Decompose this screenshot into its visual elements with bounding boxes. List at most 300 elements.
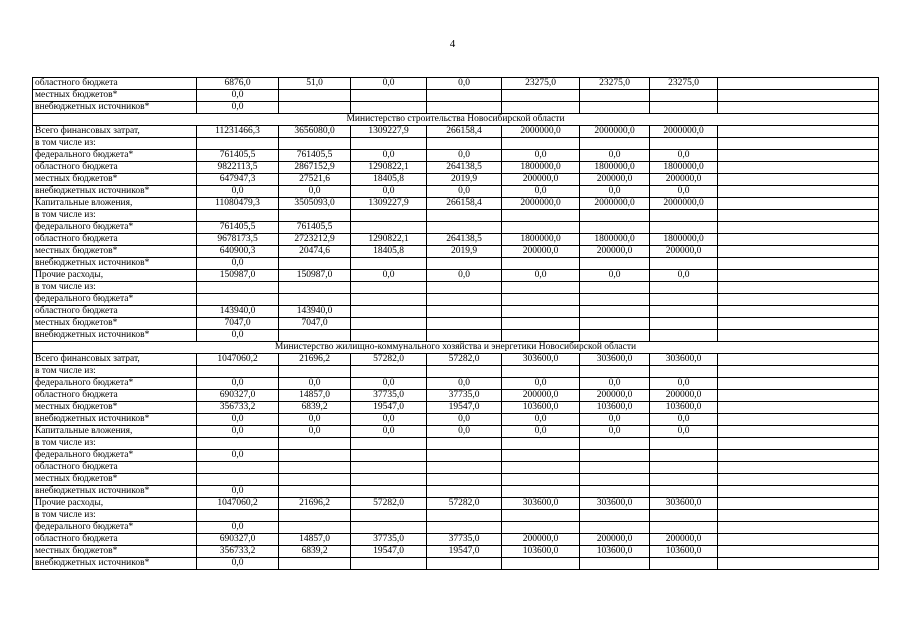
section-title: Министерство жилищно-коммунального хозяйства и энергетики Новосибирской области (33, 342, 879, 354)
value-cell: 103600,0 (502, 402, 580, 414)
value-cell (351, 486, 427, 498)
value-cell (580, 474, 650, 486)
value-cell: 2867152,9 (279, 162, 351, 174)
table-row (33, 522, 879, 534)
value-cell: 0,0 (279, 414, 351, 426)
value-cell (279, 90, 351, 102)
value-cell: 200000,0 (580, 534, 650, 546)
value-cell (279, 474, 351, 486)
table-row (33, 186, 879, 198)
row-label: Всего финансовых затрат, (33, 354, 197, 366)
value-cell (580, 486, 650, 498)
value-cell (718, 414, 879, 426)
value-cell (718, 522, 879, 534)
page-number: 4 (449, 38, 456, 50)
row-label: Прочие расходы, (33, 498, 197, 510)
value-cell: 23275,0 (580, 78, 650, 90)
value-cell (351, 306, 427, 318)
value-cell: 0,0 (197, 486, 279, 498)
table-row (33, 486, 879, 498)
value-cell: 1290822,1 (351, 234, 427, 246)
value-cell (279, 486, 351, 498)
value-cell (650, 318, 718, 330)
value-cell (718, 510, 879, 522)
value-cell: 0,0 (197, 450, 279, 462)
value-cell: 0,0 (279, 378, 351, 390)
value-cell (718, 318, 879, 330)
value-cell (197, 294, 279, 306)
value-cell (279, 330, 351, 342)
value-cell: 2000000,0 (650, 126, 718, 138)
value-cell (502, 366, 580, 378)
value-cell (580, 306, 650, 318)
value-cell: 0,0 (197, 558, 279, 570)
value-cell (650, 366, 718, 378)
row-label: в том числе из: (33, 138, 197, 150)
value-cell (279, 438, 351, 450)
value-cell: 0,0 (502, 186, 580, 198)
value-cell: 21696,2 (279, 354, 351, 366)
value-cell: 303600,0 (650, 354, 718, 366)
value-cell: 303600,0 (650, 498, 718, 510)
value-cell: 6839,2 (279, 546, 351, 558)
value-cell (351, 210, 427, 222)
value-cell (650, 522, 718, 534)
value-cell (650, 438, 718, 450)
value-cell (718, 102, 879, 114)
value-cell (351, 450, 427, 462)
value-cell: 19547,0 (351, 402, 427, 414)
value-cell (718, 378, 879, 390)
value-cell (502, 294, 580, 306)
value-cell: 264138,5 (427, 234, 502, 246)
value-cell: 0,0 (502, 150, 580, 162)
value-cell: 0,0 (197, 258, 279, 270)
value-cell (718, 234, 879, 246)
row-label: областного бюджета (33, 234, 197, 246)
value-cell: 1800000,0 (650, 234, 718, 246)
budget-table (32, 77, 879, 570)
value-cell (580, 366, 650, 378)
value-cell (580, 222, 650, 234)
value-cell: 200000,0 (650, 390, 718, 402)
row-label: местных бюджетов* (33, 174, 197, 186)
value-cell: 18405,8 (351, 246, 427, 258)
value-cell (351, 102, 427, 114)
row-label: местных бюджетов* (33, 246, 197, 258)
value-cell: 0,0 (197, 426, 279, 438)
value-cell: 0,0 (580, 186, 650, 198)
row-label: внебюджетных источников* (33, 414, 197, 426)
value-cell: 0,0 (650, 414, 718, 426)
value-cell (718, 450, 879, 462)
value-cell: 2019,9 (427, 174, 502, 186)
row-label: местных бюджетов* (33, 402, 197, 414)
value-cell: 1800000,0 (502, 234, 580, 246)
row-label: внебюджетных источников* (33, 258, 197, 270)
value-cell (650, 222, 718, 234)
value-cell (351, 258, 427, 270)
value-cell (351, 318, 427, 330)
value-cell: 1309227,9 (351, 198, 427, 210)
value-cell (580, 558, 650, 570)
table-row (33, 450, 879, 462)
table-row (33, 426, 879, 438)
value-cell: 11231466,3 (197, 126, 279, 138)
value-cell: 19547,0 (351, 546, 427, 558)
value-cell (650, 282, 718, 294)
value-cell (580, 90, 650, 102)
value-cell (351, 522, 427, 534)
value-cell (502, 330, 580, 342)
value-cell (502, 306, 580, 318)
value-cell: 640900,3 (197, 246, 279, 258)
value-cell: 0,0 (502, 414, 580, 426)
value-cell (650, 258, 718, 270)
value-cell (718, 162, 879, 174)
value-cell: 14857,0 (279, 534, 351, 546)
value-cell (718, 390, 879, 402)
value-cell (718, 282, 879, 294)
value-cell (279, 294, 351, 306)
value-cell: 0,0 (197, 330, 279, 342)
table-row (33, 162, 879, 174)
value-cell: 0,0 (197, 414, 279, 426)
table-row (33, 210, 879, 222)
value-cell (718, 402, 879, 414)
table-row (33, 462, 879, 474)
row-label: областного бюджета (33, 462, 197, 474)
value-cell (351, 366, 427, 378)
value-cell (718, 210, 879, 222)
value-cell: 2000000,0 (502, 198, 580, 210)
value-cell: 6839,2 (279, 402, 351, 414)
value-cell: 761405,5 (197, 150, 279, 162)
value-cell: 150987,0 (279, 270, 351, 282)
value-cell: 37735,0 (427, 390, 502, 402)
value-cell: 200000,0 (650, 246, 718, 258)
value-cell (279, 102, 351, 114)
value-cell: 1800000,0 (580, 162, 650, 174)
value-cell (279, 510, 351, 522)
value-cell: 0,0 (650, 378, 718, 390)
value-cell: 37735,0 (351, 390, 427, 402)
table-row (33, 498, 879, 510)
value-cell: 2000000,0 (650, 198, 718, 210)
value-cell: 57282,0 (351, 354, 427, 366)
value-cell (427, 102, 502, 114)
value-cell (197, 462, 279, 474)
table-row (33, 306, 879, 318)
value-cell: 0,0 (427, 270, 502, 282)
value-cell: 2000000,0 (580, 198, 650, 210)
table-row (33, 234, 879, 246)
value-cell (650, 450, 718, 462)
value-cell: 0,0 (427, 150, 502, 162)
value-cell (427, 450, 502, 462)
value-cell (351, 138, 427, 150)
value-cell: 303600,0 (502, 498, 580, 510)
value-cell: 303600,0 (580, 498, 650, 510)
value-cell (427, 294, 502, 306)
value-cell: 1047060,2 (197, 498, 279, 510)
value-cell (650, 510, 718, 522)
value-cell (718, 534, 879, 546)
table-row (33, 90, 879, 102)
value-cell: 0,0 (580, 378, 650, 390)
value-cell (502, 510, 580, 522)
row-label: в том числе из: (33, 282, 197, 294)
value-cell (197, 510, 279, 522)
value-cell: 266158,4 (427, 126, 502, 138)
value-cell: 647947,3 (197, 174, 279, 186)
value-cell (718, 546, 879, 558)
value-cell: 0,0 (197, 522, 279, 534)
value-cell: 51,0 (279, 78, 351, 90)
value-cell (351, 558, 427, 570)
value-cell (427, 486, 502, 498)
value-cell: 0,0 (427, 414, 502, 426)
value-cell (502, 438, 580, 450)
value-cell (718, 462, 879, 474)
value-cell (427, 330, 502, 342)
value-cell: 103600,0 (580, 546, 650, 558)
value-cell (718, 486, 879, 498)
value-cell (718, 354, 879, 366)
value-cell (718, 174, 879, 186)
value-cell: 200000,0 (502, 174, 580, 186)
value-cell: 761405,5 (197, 222, 279, 234)
value-cell: 200000,0 (502, 390, 580, 402)
value-cell (580, 318, 650, 330)
value-cell (580, 510, 650, 522)
value-cell (718, 330, 879, 342)
row-label: федерального бюджета* (33, 222, 197, 234)
value-cell: 18405,8 (351, 174, 427, 186)
value-cell: 0,0 (279, 426, 351, 438)
value-cell: 3505093,0 (279, 198, 351, 210)
value-cell: 0,0 (427, 426, 502, 438)
value-cell: 37735,0 (351, 534, 427, 546)
value-cell: 6876,0 (197, 78, 279, 90)
value-cell (580, 330, 650, 342)
value-cell: 57282,0 (427, 354, 502, 366)
value-cell (718, 138, 879, 150)
value-cell (502, 102, 580, 114)
value-cell (580, 438, 650, 450)
value-cell: 761405,5 (279, 222, 351, 234)
value-cell: 0,0 (502, 378, 580, 390)
section-title: Министерство строительства Новосибирской области (33, 114, 879, 126)
value-cell (718, 426, 879, 438)
value-cell: 0,0 (197, 378, 279, 390)
value-cell (580, 294, 650, 306)
value-cell: 7047,0 (279, 318, 351, 330)
value-cell (718, 498, 879, 510)
value-cell: 1800000,0 (650, 162, 718, 174)
row-label: внебюджетных источников* (33, 486, 197, 498)
table-row (33, 102, 879, 114)
value-cell: 0,0 (650, 426, 718, 438)
value-cell (718, 246, 879, 258)
value-cell (427, 318, 502, 330)
row-label: местных бюджетов* (33, 546, 197, 558)
value-cell: 19547,0 (427, 546, 502, 558)
table-row (33, 246, 879, 258)
value-cell (502, 462, 580, 474)
value-cell: 1800000,0 (502, 162, 580, 174)
value-cell (197, 210, 279, 222)
value-cell (580, 102, 650, 114)
value-cell: 103600,0 (502, 546, 580, 558)
value-cell: 0,0 (197, 102, 279, 114)
table-row (33, 438, 879, 450)
row-label: в том числе из: (33, 438, 197, 450)
value-cell (427, 90, 502, 102)
value-cell: 0,0 (351, 78, 427, 90)
value-cell (279, 558, 351, 570)
value-cell (580, 258, 650, 270)
table-row (33, 126, 879, 138)
value-cell (650, 474, 718, 486)
value-cell: 2000000,0 (580, 126, 650, 138)
table-row (33, 138, 879, 150)
row-label: местных бюджетов* (33, 90, 197, 102)
value-cell: 200000,0 (650, 174, 718, 186)
value-cell (580, 138, 650, 150)
table-row (33, 270, 879, 282)
value-cell (650, 558, 718, 570)
value-cell: 0,0 (650, 150, 718, 162)
value-cell: 57282,0 (351, 498, 427, 510)
table-row (33, 354, 879, 366)
value-cell: 690327,0 (197, 534, 279, 546)
table-row (33, 330, 879, 342)
value-cell (427, 282, 502, 294)
value-cell: 2019,9 (427, 246, 502, 258)
value-cell: 200000,0 (580, 174, 650, 186)
value-cell: 2723212,9 (279, 234, 351, 246)
value-cell: 20474,6 (279, 246, 351, 258)
table-row (33, 318, 879, 330)
value-cell (279, 258, 351, 270)
value-cell: 150987,0 (197, 270, 279, 282)
value-cell: 0,0 (351, 150, 427, 162)
value-cell (427, 474, 502, 486)
value-cell: 9822113,5 (197, 162, 279, 174)
value-cell: 0,0 (279, 186, 351, 198)
value-cell (718, 150, 879, 162)
value-cell: 103600,0 (580, 402, 650, 414)
value-cell (351, 294, 427, 306)
value-cell (351, 330, 427, 342)
value-cell: 0,0 (580, 426, 650, 438)
value-cell (351, 438, 427, 450)
row-label: внебюджетных источников* (33, 186, 197, 198)
value-cell (650, 462, 718, 474)
value-cell (718, 366, 879, 378)
table-body (33, 78, 879, 570)
value-cell (502, 450, 580, 462)
table-row (33, 474, 879, 486)
table-row (33, 534, 879, 546)
table-row (33, 414, 879, 426)
value-cell (718, 78, 879, 90)
section-header-row (33, 342, 879, 354)
value-cell (718, 258, 879, 270)
value-cell (502, 486, 580, 498)
value-cell: 1309227,9 (351, 126, 427, 138)
table-row (33, 222, 879, 234)
value-cell (427, 510, 502, 522)
table-row (33, 378, 879, 390)
value-cell (650, 294, 718, 306)
value-cell (351, 474, 427, 486)
value-cell (502, 258, 580, 270)
value-cell: 2000000,0 (502, 126, 580, 138)
row-label: федерального бюджета* (33, 378, 197, 390)
value-cell (197, 438, 279, 450)
table-row (33, 294, 879, 306)
table-row (33, 402, 879, 414)
value-cell: 23275,0 (650, 78, 718, 90)
value-cell: 264138,5 (427, 162, 502, 174)
value-cell (718, 90, 879, 102)
value-cell: 23275,0 (502, 78, 580, 90)
row-label: внебюджетных источников* (33, 330, 197, 342)
table-row (33, 558, 879, 570)
value-cell (502, 90, 580, 102)
value-cell (718, 270, 879, 282)
table-row (33, 390, 879, 402)
value-cell (718, 306, 879, 318)
row-label: федерального бюджета* (33, 294, 197, 306)
value-cell (279, 282, 351, 294)
value-cell: 0,0 (351, 426, 427, 438)
value-cell (718, 558, 879, 570)
row-label: в том числе из: (33, 510, 197, 522)
value-cell (427, 558, 502, 570)
value-cell: 761405,5 (279, 150, 351, 162)
value-cell (427, 306, 502, 318)
value-cell (718, 294, 879, 306)
value-cell (502, 318, 580, 330)
row-label: областного бюджета (33, 390, 197, 402)
value-cell: 7047,0 (197, 318, 279, 330)
row-label: Всего финансовых затрат, (33, 126, 197, 138)
value-cell (279, 366, 351, 378)
value-cell: 0,0 (427, 186, 502, 198)
value-cell (279, 522, 351, 534)
value-cell (718, 222, 879, 234)
value-cell: 356733,2 (197, 402, 279, 414)
value-cell (279, 450, 351, 462)
value-cell: 0,0 (650, 270, 718, 282)
value-cell: 0,0 (580, 150, 650, 162)
row-label: внебюджетных источников* (33, 102, 197, 114)
table-row (33, 174, 879, 186)
row-label: федерального бюджета* (33, 450, 197, 462)
value-cell: 0,0 (502, 270, 580, 282)
value-cell (580, 522, 650, 534)
value-cell: 1047060,2 (197, 354, 279, 366)
value-cell (427, 462, 502, 474)
value-cell: 0,0 (351, 414, 427, 426)
value-cell (502, 210, 580, 222)
value-cell (718, 474, 879, 486)
value-cell: 143940,0 (279, 306, 351, 318)
value-cell (718, 438, 879, 450)
